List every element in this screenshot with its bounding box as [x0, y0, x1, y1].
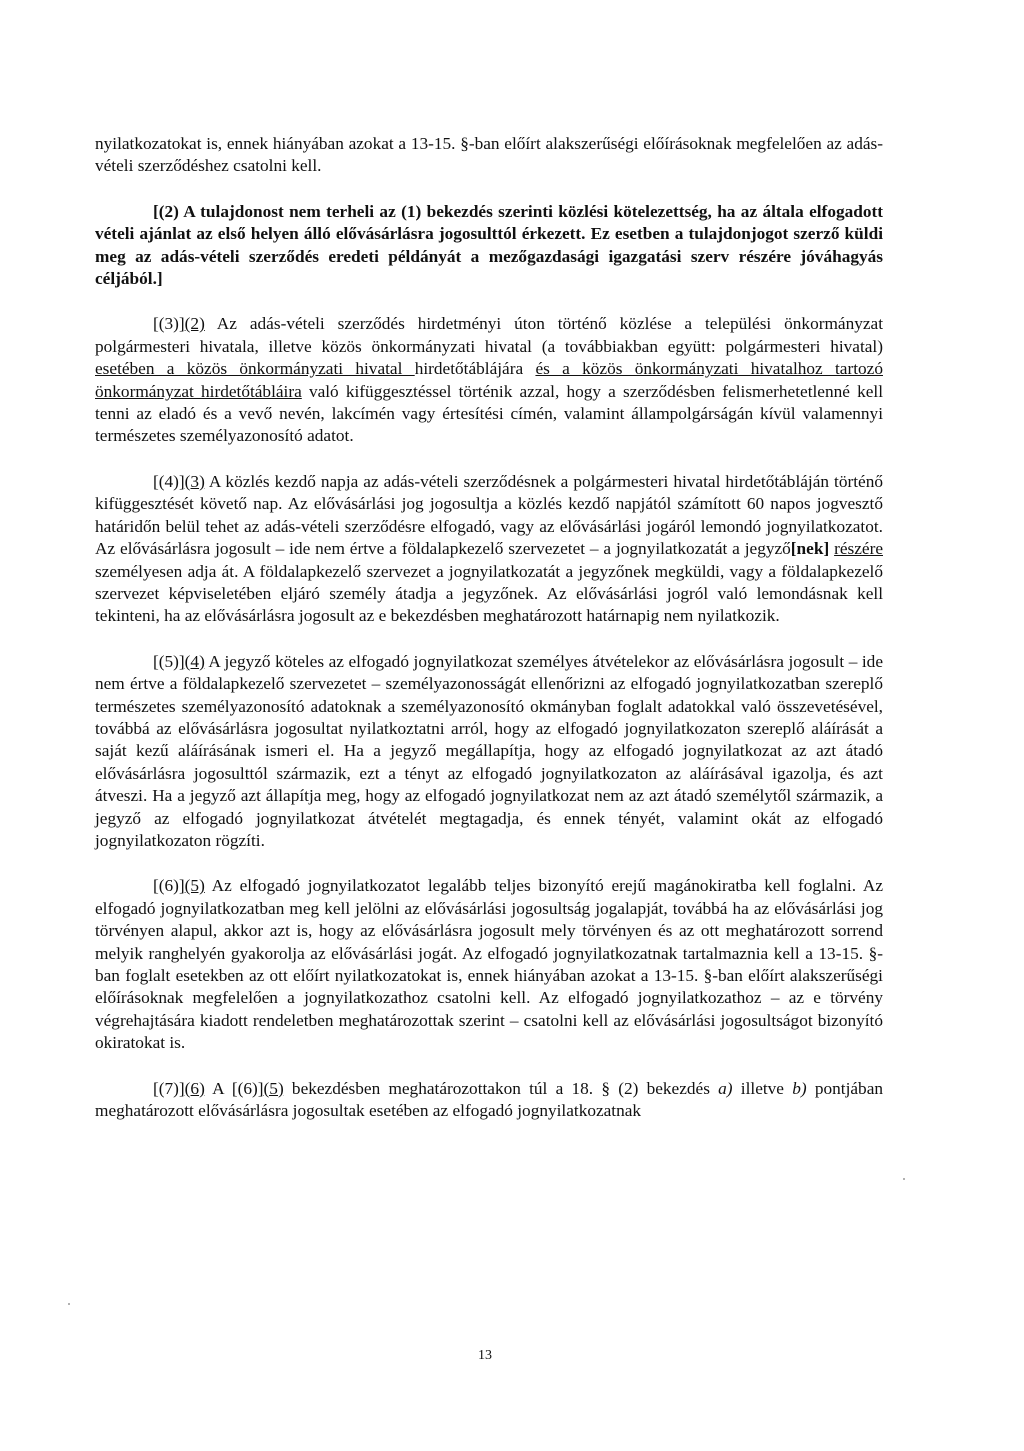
- scan-speck: [903, 1178, 905, 1180]
- paragraph-7: [95, 1078, 883, 1123]
- scan-speck: [68, 1303, 70, 1305]
- text-segment: pontjában meghatározott elővásárlásra jogosultak esetében az elfogadó jognyilatkozatnak: [95, 1078, 884, 1121]
- text-segment: személyesen adja át. A földalapkezelő szervezet a jognyilatkozatát a jegyzőnek megküldi, vagy a földalapkezelő szervezet képviseletében eljáró személy átadja a jegyzőnek. Az elővásárlási jogról való lemondásnak kell tekinteni, ha az elővásárlásra jogosult az e bekezdésben meghatározott határnapig nem nyilatkozik.: [95, 561, 883, 626]
- point-reference: a): [718, 1078, 733, 1098]
- text-segment: illetve: [732, 1078, 793, 1098]
- text-segment: hirdetőtáblájára: [414, 359, 536, 379]
- point-reference: b): [792, 1078, 807, 1098]
- inserted-text: és a közös önkormányzati hivatalhoz tartozó önkormányzat hirdetőtábláira: [95, 359, 883, 401]
- text-segment: A: [204, 1078, 232, 1098]
- paragraph-deleted-2: [(2) A tulajdonost nem terheli az (1) bekezdés szerinti közlési kötelezettség, ha az általa elfogadott vételi ajánlat az első helyen álló elővásárlásra jogosulttól érkezett. Ez esetben a tulajdonjogot szerző küldi meg az adás-vételi szerződés eredeti példányát a mezőgazdasági igazgatási szerv részére jóváhagyás céljából.]: [95, 201, 883, 289]
- inserted-text: esetében a közös önkormányzati hivatal: [95, 359, 415, 379]
- paragraph-6: [95, 875, 883, 1054]
- old-paragraph-number: [(5)]: [153, 651, 185, 671]
- paragraph-continuation: nyilatkozatokat is, ennek hiányában azokat a 13-15. §-ban előírt alakszerűségi előírásoknak megfelelően az adás-vételi szerződéshez csatolni kell.: [95, 134, 883, 176]
- text-segment: A közlés kezdő napja az adás-vételi szerződésnek a polgármesteri hivatal hirdetőtábláján történő kifüggesztését követő nap. Az elővásárlási jog jogosultja a közlés kezdő napjától számított 60 napos jogvesztő határidőn belül tehet az adás-vételi szerződésre elfogadó, vagy az elővásárlási jogáról lemondó jognyilatkozatot. Az elővásárlásra jogosult – ide nem értve a földalapkezelő szervezetet – a jognyilatkozatát a jegyző: [95, 471, 883, 559]
- inserted-text: részére: [834, 539, 883, 559]
- old-paragraph-reference: [(6)]: [231, 1078, 264, 1098]
- new-paragraph-number: (3): [184, 471, 205, 491]
- paragraph-3: [95, 313, 883, 447]
- text-segment: való kifüggesztéssel történik azzal, hogy a szerződésben felismerhetetlenné kell tenni az eladó és a vevő nevén, lakcímén vagy értesítési címén, valamint állampolgárságán kívül valamennyi természetes személyazonosító adatot.: [95, 381, 883, 446]
- text-segment: A jegyző köteles az elfogadó jognyilatkozat személyes átvételekor az elővásárlásra jogosult – ide nem értve a földalapkezelő szervezetet – személyazonosságát ellenőrizni az elfogadó jognyilatkozatban szereplő természetes személyazonosító adatoknak a személyazonosító okmányban foglalt adatokkal való összevetésével, továbbá az elővásárlásra jogosultat nyilatkoztatni arról, hogy az elfogadó jognyilatkozaton szereplő aláírását a saját kezű aláírásának ismeri el. Ha a jegyző megállapítja, hogy az elfogadó jognyilatkozat az azt átadó elővásárlásra jogosulttól származik, ezt a tényt az elfogadó jognyilatkozaton az aláírásával igazolja, és azt átveszi. Ha a jegyző azt állapítja meg, hogy az elfogadó jognyilatkozat nem az azt átadó személytől származik, a jegyző az elfogadó jognyilatkozat átvételét megtagadja, és ennek tényét, valamint okát az elfogadó jognyilatkozaton rögzíti.: [95, 651, 883, 850]
- old-paragraph-number: [(3)]: [153, 314, 185, 334]
- document-body: [95, 133, 883, 1145]
- new-paragraph-number: (2): [184, 314, 205, 334]
- old-paragraph-number: [(4)]: [153, 471, 185, 491]
- old-paragraph-number: [(6)]: [153, 876, 185, 896]
- paragraph-4: [95, 471, 883, 628]
- new-paragraph-number: (6): [184, 1078, 205, 1098]
- new-paragraph-number: (5): [184, 876, 205, 896]
- new-paragraph-number: (4): [184, 651, 205, 671]
- text-segment: bekezdésben meghatározottakon túl a 18. § (2) bekezdés: [283, 1078, 719, 1098]
- text-segment: Az adás-vételi szerződés hirdetményi úton történő közlése a települési önkormányzat polgármesteri hivatala, illetve közös önkormányzati hivatal (a továbbiakban együtt: polgármesteri hivatal): [95, 314, 883, 356]
- page-number: 13: [478, 1348, 492, 1363]
- new-paragraph-reference: (5): [263, 1078, 284, 1098]
- paragraph-5: [95, 651, 883, 853]
- old-paragraph-number: [(7)]: [153, 1078, 185, 1098]
- deleted-text: [nek]: [790, 539, 830, 559]
- text-segment: Az elfogadó jognyilatkozatot legalább teljes bizonyító erejű magánokiratba kell foglalni. Az elfogadó jognyilatkozatban meg kell jelölni az elővásárlási jogosultság jogalapját, továbbá ha az elővásárlási jog törvényen alapul, akkor azt is, hogy az elővásárlásra jogosult mely törvényen és az ott meghatározott sorrend melyik ranghelyén gyakorolja az elővásárlási jogát. Az elfogadó jognyilatkozatnak tartalmaznia kell a 13-15. §-ban foglalt esetekben az ott előírt nyilatkozatokat is, ennek hiányában azokat a 13-15. §-ban előírt alakszerűségi előírásoknak megfelelően a jognyilatkozathoz csatolni kell. Az elfogadó jognyilatkozathoz – az e törvény végrehajtására kiadott rendeletben meghatározottak szerint – csatolni kell az elővásárlási jogosultságot bizonyító okiratokat is.: [95, 876, 883, 1053]
